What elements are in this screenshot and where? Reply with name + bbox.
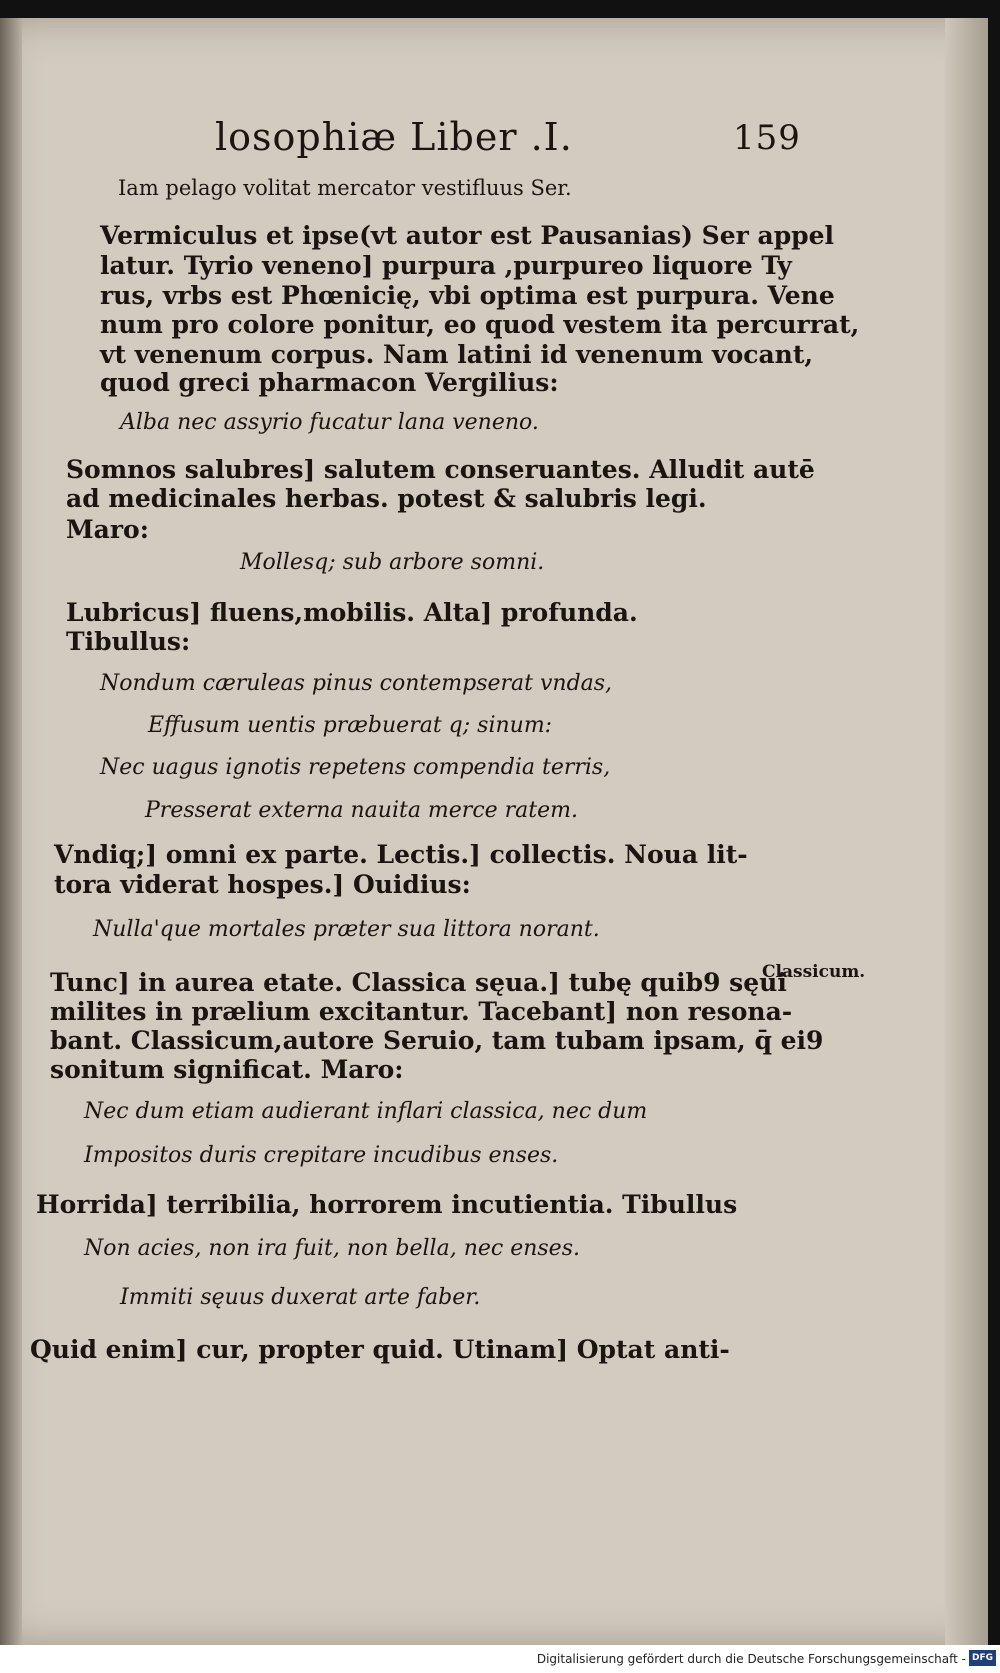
verse-line: Presserat externa nauita merce ratem. <box>145 798 579 823</box>
text-line: quod greci pharmacon Vergilius: <box>100 368 559 397</box>
page-gutter-shadow <box>0 18 22 1645</box>
text-line: Tunc] in aurea etate. Classica sęua.] tubę quib9 sęui <box>50 968 787 997</box>
verse-line: Nec uagus ignotis repetens compendia terris, <box>100 755 611 780</box>
verse-line: Non acies, non ira fuit, non bella, nec enses. <box>84 1236 580 1261</box>
text-line: Lubricus] fluens,mobilis. Alta] profunda. <box>66 598 638 627</box>
verse-line: Alba nec assyrio fucatur lana veneno. <box>120 410 539 435</box>
dfg-logo: DFG <box>969 1650 996 1666</box>
verse-line: Nondum cæruleas pinus contempserat vndas, <box>100 671 613 696</box>
text-line: Tibullus: <box>66 627 191 656</box>
text-line: Quid enim] cur, propter quid. Utinam] Optat anti- <box>30 1335 730 1364</box>
text-line: latur. Tyrio veneno] purpura ,purpureo liquore Ty <box>100 251 792 280</box>
text-line: Vndiq;] omni ex parte. Lectis.] collectis. Noua lit- <box>54 840 748 869</box>
text-line: Somnos salubres] salutem conseruantes. Alludit autē <box>66 455 815 484</box>
text-line: tora viderat hospes.] Ouidius: <box>54 870 471 899</box>
text-line: Vermiculus et ipse(vt autor est Pausanias) Ser appel <box>100 221 835 250</box>
text-line: vt venenum corpus. Nam latini id venenum vocant, <box>100 340 814 369</box>
page-number: 159 <box>733 118 801 158</box>
text-line: milites in prælium excitantur. Tacebant] non resona- <box>50 997 793 1026</box>
verse-line: Effusum uentis præbuerat q; sinum: <box>148 713 553 738</box>
verse-line: Immiti sęuus duxerat arte faber. <box>120 1285 481 1310</box>
digitization-credit: Digitalisierung gefördert durch die Deutsche Forschungsgemeinschaft - <box>536 1652 966 1666</box>
verse-line: Impositos duris crepitare incudibus enses. <box>84 1143 559 1168</box>
margin-note: Classicum. <box>762 962 866 982</box>
text-line: bant. Classicum,autore Seruio, tam tubam ipsam, q̄ ei9 <box>50 1026 824 1055</box>
verse-line: Nulla'que mortales præter sua littora norant. <box>93 917 600 942</box>
text-line: sonitum significat. Maro: <box>50 1055 404 1084</box>
text-line: rus, vrbs est Phœnicię, vbi optima est purpura. Vene <box>100 281 835 310</box>
text-line: num pro colore ponitur, eo quod vestem ita percurrat, <box>100 310 860 339</box>
text-line: Horrida] terribilia, horrorem incutientia. Tibullus <box>36 1190 738 1219</box>
running-title: losophiæ Liber .I. <box>215 115 573 159</box>
text-line: Maro: <box>66 515 149 544</box>
text-line: ad medicinales herbas. potest & salubris legi. <box>66 484 707 513</box>
page-right-edge <box>945 18 988 1645</box>
verse-line: Nec dum etiam audierant inflari classica, nec dum <box>84 1099 648 1124</box>
verse-line: Mollesq; sub arbore somni. <box>240 550 545 575</box>
text-line: Iam pelago volitat mercator vestifluus Ser. <box>118 176 572 200</box>
